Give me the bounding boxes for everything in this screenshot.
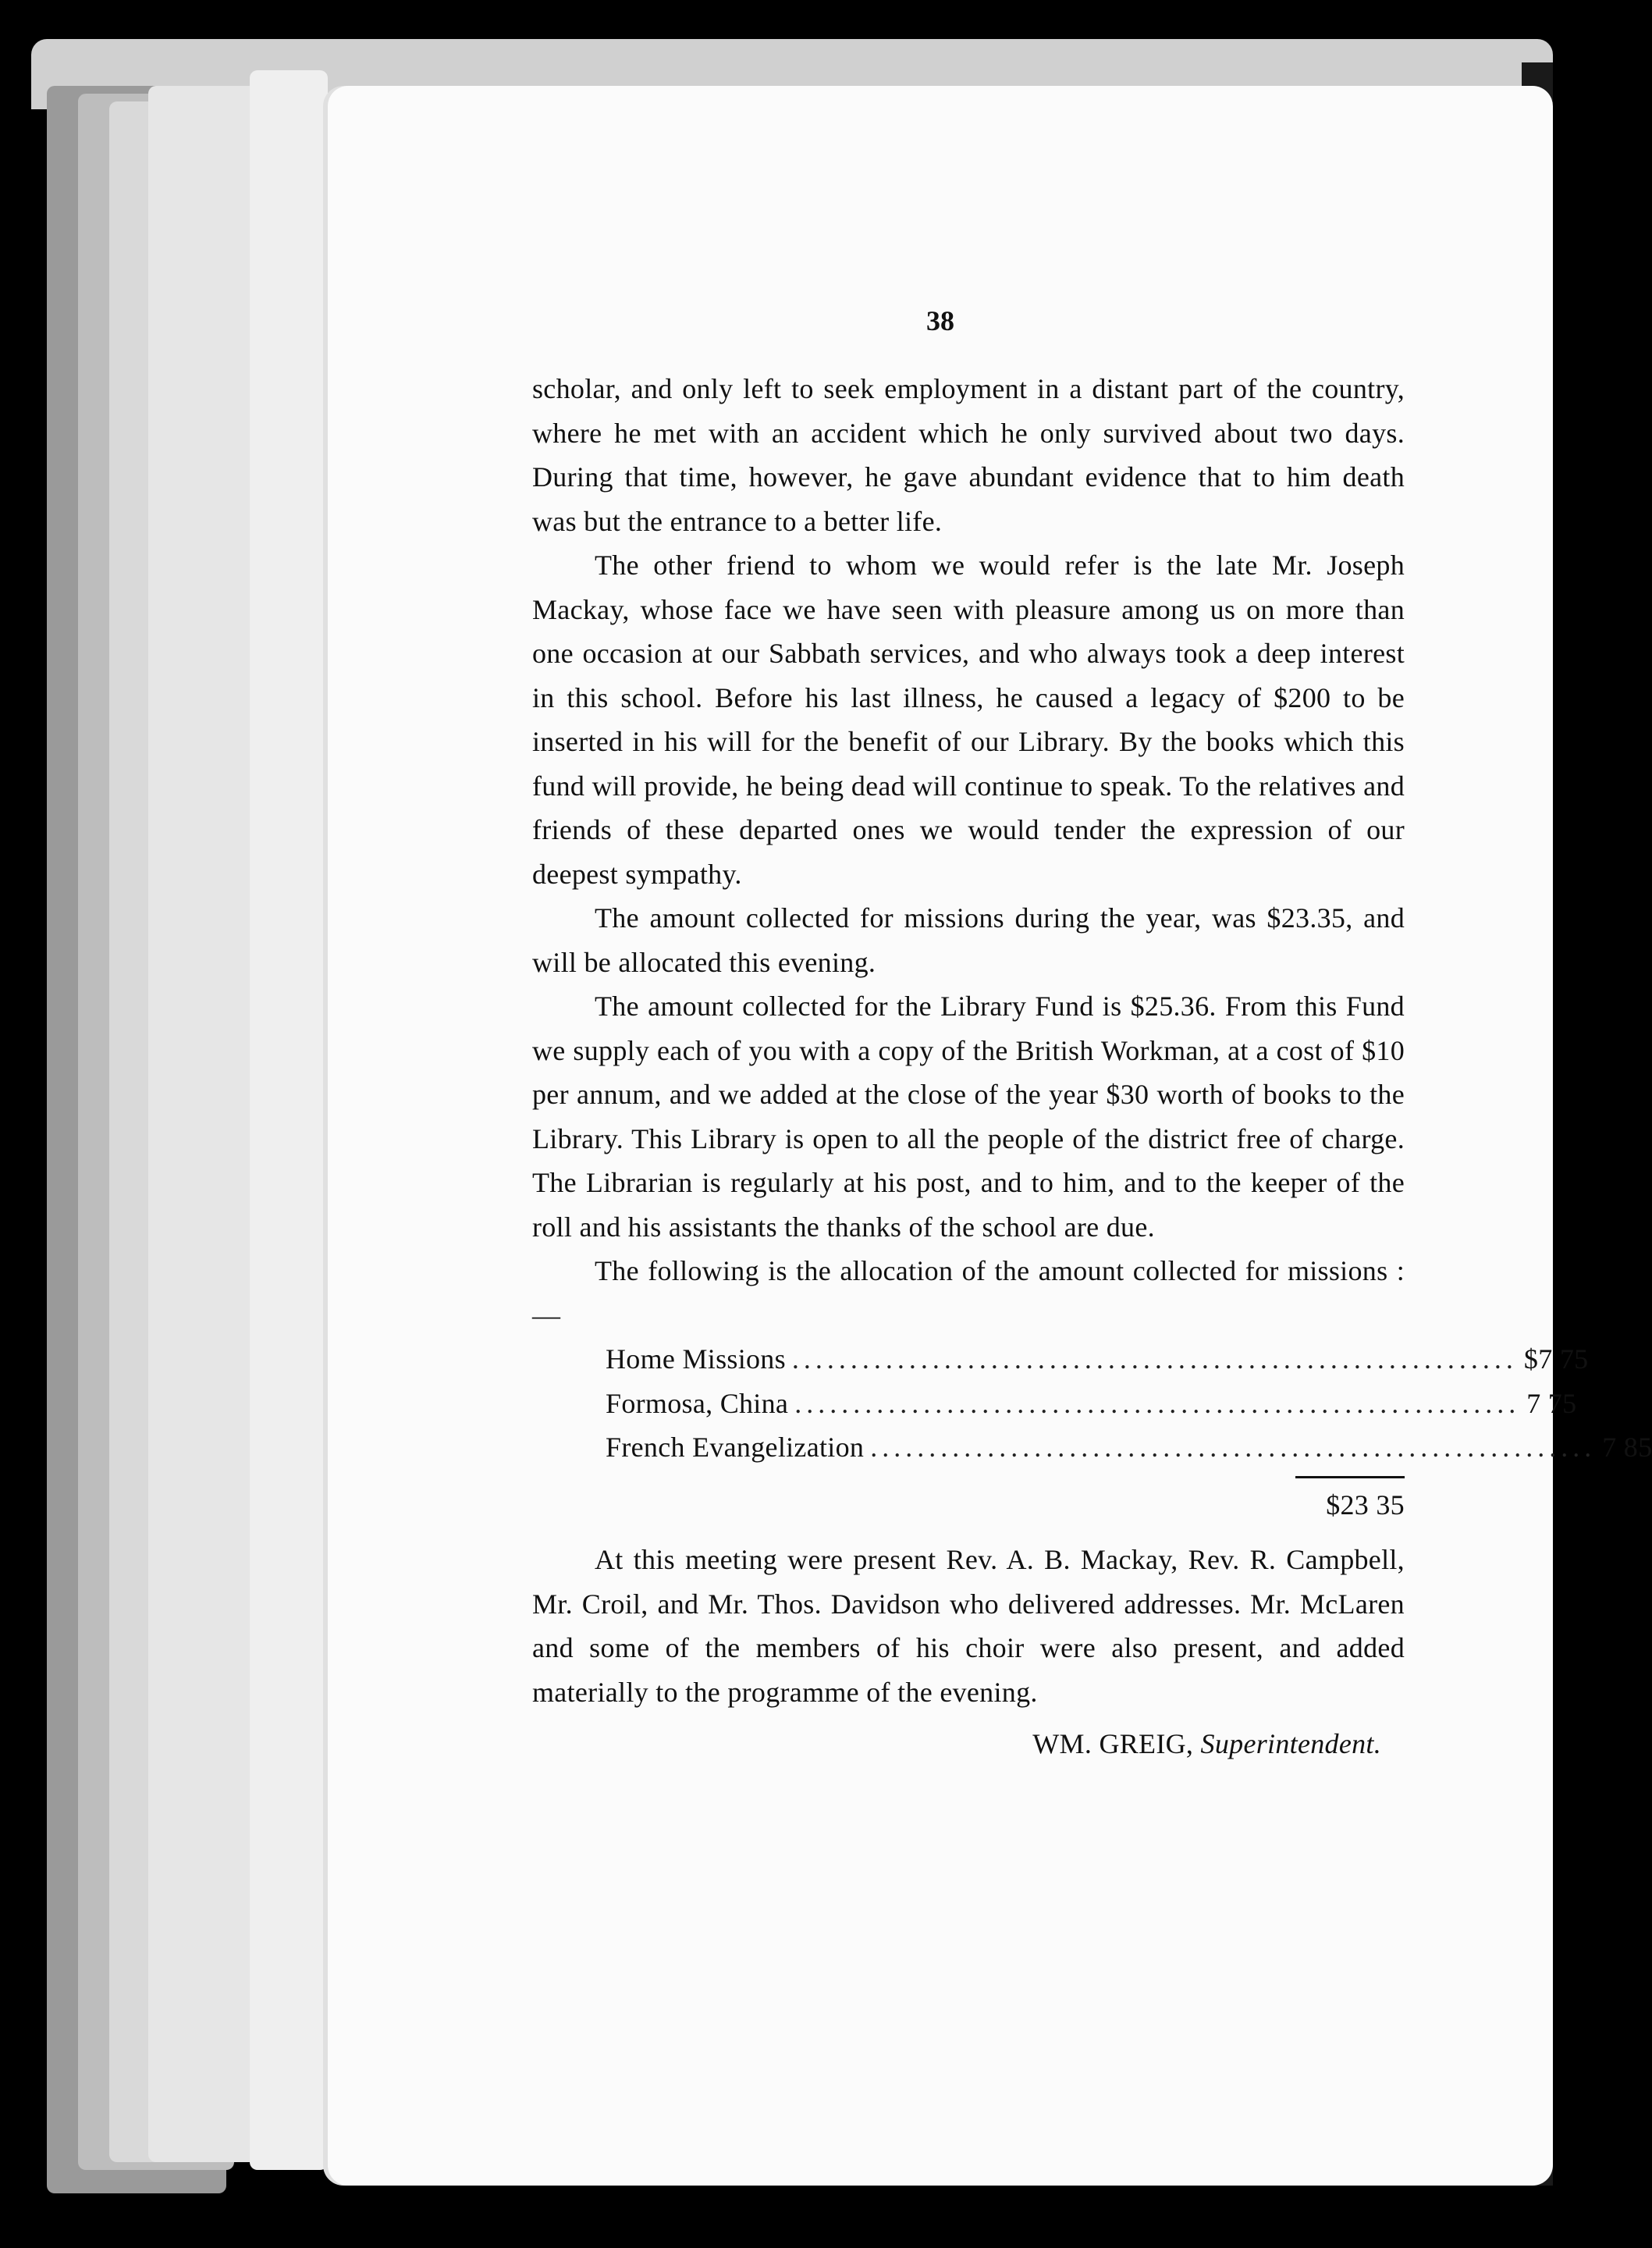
total-rule [1295, 1476, 1405, 1478]
signature [532, 1722, 1405, 1766]
leader-dots: .............................................................. [794, 1387, 1521, 1419]
paragraph: The amount collected for missions during the year, was $23.35, and will be allocated this evening. [532, 902, 1405, 978]
page-body [532, 367, 1652, 1766]
leader-dots: .............................................................. [791, 1343, 1518, 1375]
allocation-amount: 7 85 [1602, 1432, 1652, 1463]
paragraph: The following is the allocation of the amount collected for missions :— [532, 1255, 1405, 1331]
page-edges [250, 70, 328, 2170]
signature-title: Superintendent. [1200, 1728, 1381, 1759]
allocation-row [532, 1382, 1577, 1426]
allocation-amount: $7 75 [1523, 1343, 1589, 1375]
paragraph: scholar, and only left to seek employment in a distant part of the country, where he met with an accident which he only survived about two days. During that time, however, he gave abundant evidence that to him death was but the entrance to a better life. [532, 373, 1405, 537]
paragraph: The other friend to whom we would refer is the late Mr. Joseph Mackay, whose face we have seen with pleasure among us on more than one occasion at our Sabbath services, and who always took a deep interest in this school. Before his last illness, he caused a legacy of $200 to be inserted in his will for the benefit of our Library. By the books which this fund will provide, he being dead will continue to speak. To the relatives and friends of these departed ones we would tender the expression of our deepest sympathy. [532, 550, 1405, 890]
page-number: 38 [926, 305, 954, 336]
allocation-table [532, 1337, 1652, 1527]
book-page [328, 86, 1652, 2186]
allocation-row [532, 1425, 1652, 1470]
allocation-label: French Evangelization [606, 1432, 865, 1463]
allocation-label: Home Missions [606, 1343, 786, 1375]
paragraph: The amount collected for the Library Fund is $25.36. From this Fund we supply each of you with a copy of the British Workman, at a cost of $10 per annum, and we added at the close of the year $30 worth of books to the Library. This Library is open to all the people of the district free of charge. The Librarian is regularly at his post, and to him, and to the keeper of the roll and his assistants the thanks of the school are due. [532, 991, 1405, 1243]
allocation-row [532, 1337, 1589, 1382]
signature-name: WM. GREIG, [1032, 1728, 1194, 1759]
allocation-amount: 7 75 [1526, 1387, 1577, 1419]
allocation-total: $23 35 [1326, 1489, 1405, 1521]
closing-paragraph: At this meeting were present Rev. A. B. Mackay, Rev. R. Campbell, Mr. Croil, and Mr. Thos. Davidson who delivered addresses. Mr. McLaren and some of the members of his choir were also present, and added materially to the programme of the evening. [532, 1544, 1405, 1708]
book [31, 39, 1652, 2201]
leader-dots: .............................................................. [870, 1432, 1597, 1463]
page-edges [148, 86, 265, 2162]
allocation-label: Formosa, China [606, 1387, 789, 1419]
